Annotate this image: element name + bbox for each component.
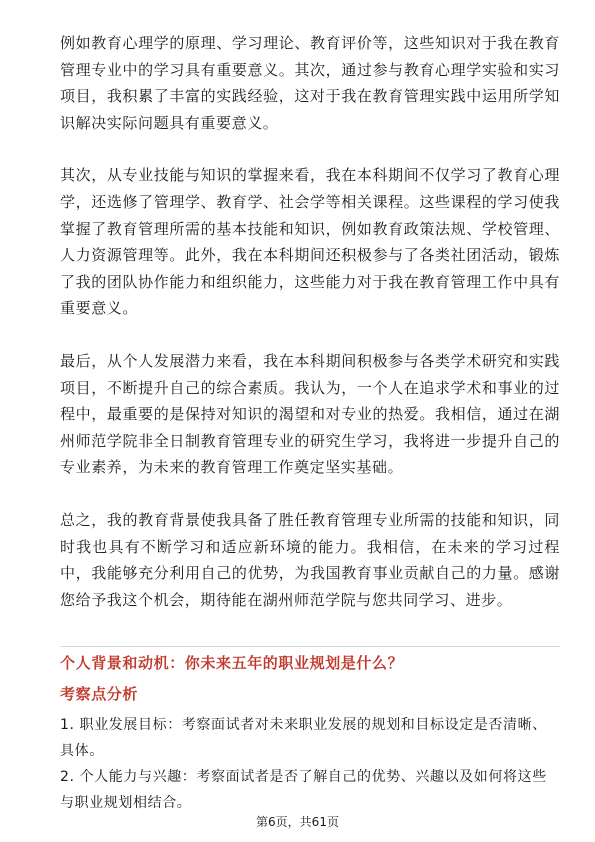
paragraph-conclusion: 总之，我的教育背景使我具备了胜任教育管理专业所需的技能和知识，同时我也具有不断学习和适应新环境的能力。我相信，在未来的学习过程中，我能够充分利用自己的优势，为我国教育事业贡献自己的力量。感谢您给予我这个机会，期待能在湖州师范学院与您共同学习、进步。 xyxy=(60,510,560,609)
analysis-points xyxy=(60,712,560,816)
body-text xyxy=(60,30,560,613)
paragraph-spacer xyxy=(60,136,560,162)
analysis-point-career-goal: 1. 职业发展目标：考察面试者对未来职业发展的规划和目标设定是否清晰、具体。 xyxy=(60,717,547,759)
paragraph-potential: 最后，从个人发展潜力来看，我在本科期间积极参与各类学术研究和实践项目，不断提升自己的综合素质。我认为，一个人在追求学术和事业的过程中，最重要的是保持对知识的渴望和对专业的热爱。我相信，通过在湖州师范学院非全日制教育管理专业的研究生学习，我将进一步提升自己的专业素养，为未来的教育管理工作奠定坚实基础。 xyxy=(60,351,560,477)
question-title: 个人背景和动机：你未来五年的职业规划是什么？ xyxy=(60,654,404,672)
paragraph-spacer xyxy=(60,322,560,348)
section-divider xyxy=(60,646,560,647)
paragraph-spacer xyxy=(60,481,560,507)
analysis-heading: 考察点分析 xyxy=(60,685,139,703)
paragraph-education-knowledge: 例如教育心理学的原理、学习理论、教育评价等，这些知识对于我在教育管理专业中的学习具有重要意义。其次，通过参与教育心理学实验和实习项目，我积累了丰富的实践经验，这对于我在教育管理实践中运用所学知识解决实际问题具有重要意义。 xyxy=(60,34,560,132)
analysis-point-ability-interest: 2. 个人能力与兴趣：考察面试者是否了解自己的优势、兴趣以及如何将这些与职业规划相结合。 xyxy=(60,769,547,811)
page-number: 第6页，共61页 xyxy=(256,815,339,829)
paragraph-skills: 其次，从专业技能与知识的掌握来看，我在本科期间不仅学习了教育心理学，还选修了管理学、教育学、社会学等相关课程。这些课程的学习使我掌握了教育管理所需的基本技能和知识，例如教育政策法规、学校管理、人力资源管理等。此外，我在本科期间还积极参与了各类社团活动，锻炼了我的团队协作能力和组织能力，这些能力对于我在教育管理工作中具有重要意义。 xyxy=(60,166,560,318)
